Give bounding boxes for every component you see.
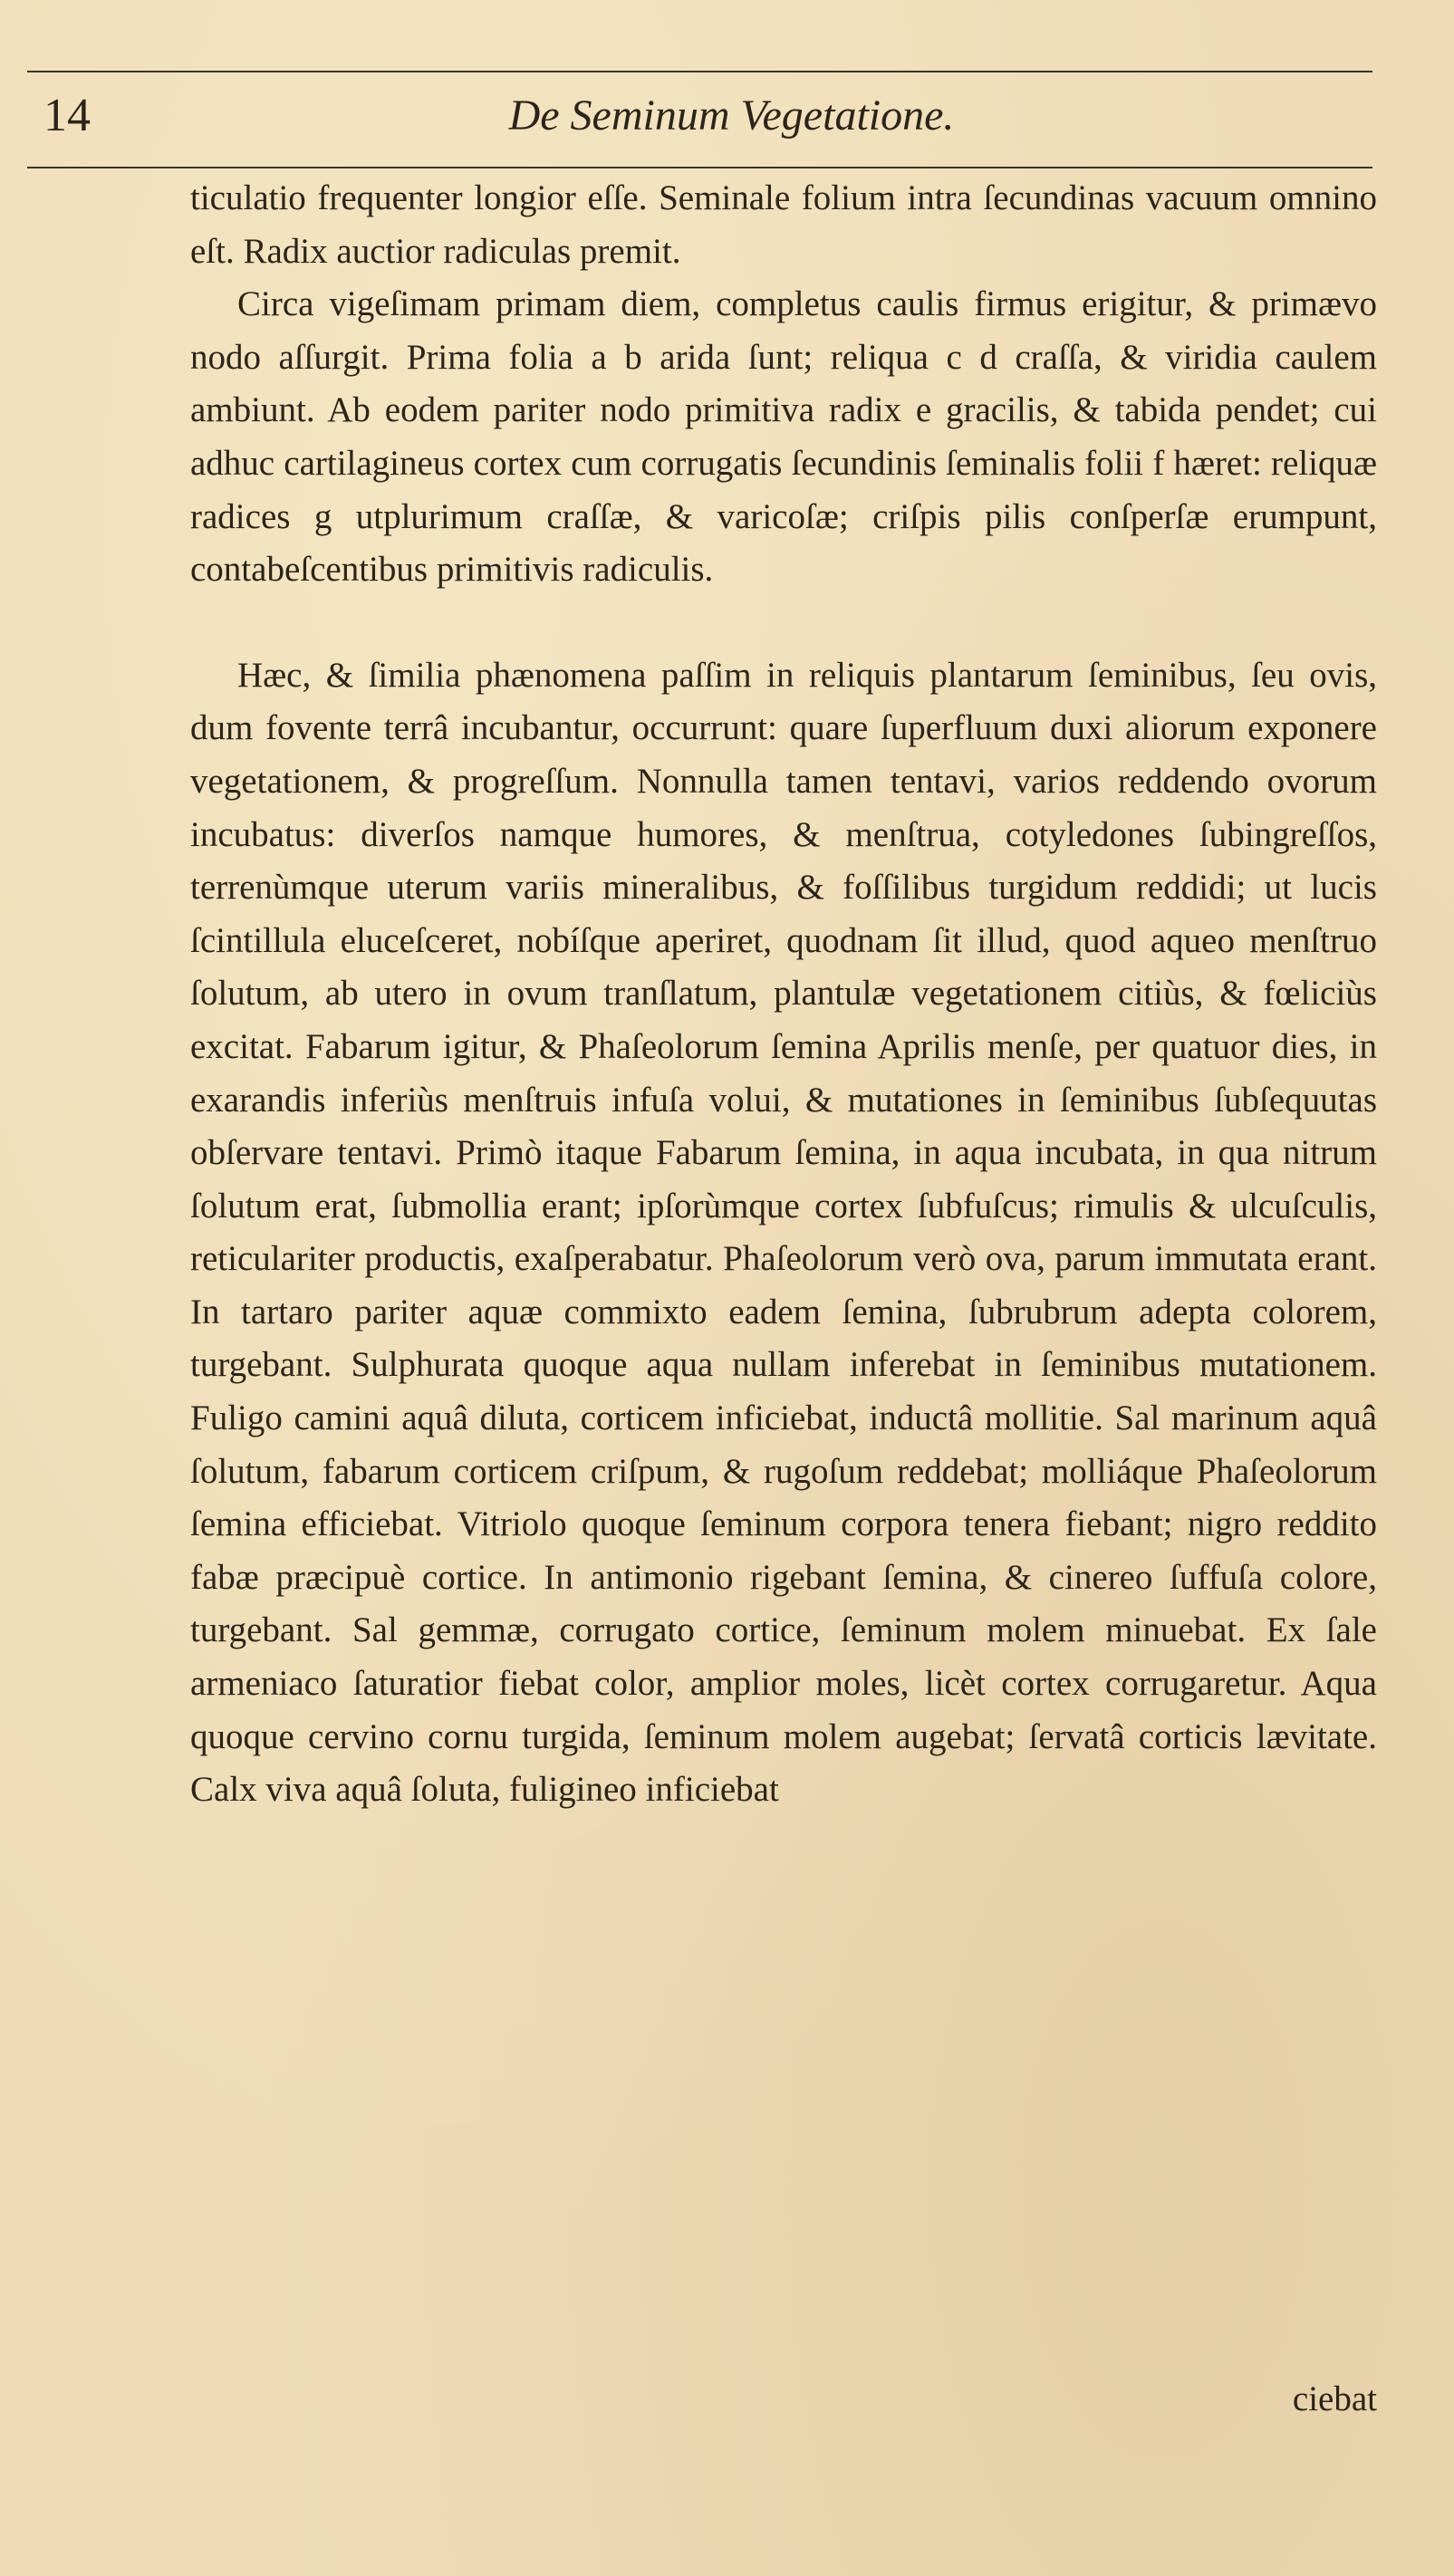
body-text [190, 172, 1377, 1817]
catchword: ciebat [1292, 2379, 1377, 2418]
header-top-rule [27, 71, 1372, 72]
page-header [27, 83, 1372, 156]
paragraph-continued: ticulatio frequenter longior eſſe. Seminale folium intra ſecundinas vacuum omnino eſt. Radix auctior radiculas premit. [190, 178, 1377, 271]
page-number: 14 [43, 90, 91, 141]
header-bottom-rule [27, 167, 1372, 168]
paragraph: Circa vigeſimam primam diem, completus caulis firmus erigitur, & primævo nodo aſſurgit. Prima folia a b arida ſunt; reliqua c d craſſa, & viridia caulem ambiunt. Ab eodem pariter nodo primitiva radix e gracilis, & tabida pendet; cui adhuc cartilagineus cortex cum corrugatis ſecundinis ſeminalis folii f hæret: reliquæ radices g utplurimum craſſæ, & varicoſæ; criſpis pilis conſperſæ erumpunt, contabeſcentibus primitivis radiculis. [190, 284, 1377, 590]
paragraph: Hæc, & ſimilia phænomena paſſim in reliquis plantarum ſeminibus, ſeu ovis, dum fovente terrâ incubantur, occurrunt: quare ſuperfluum duxi aliorum exponere vegetationem, & progreſſum. Nonnulla tamen tentavi, varios reddendo ovorum incubatus: diverſos namque humores, & menſtrua, cotyledones ſubingreſſos, terrenùmque uterum variis mineralibus, & foſſilibus turgidum reddidi; ut lucis ſcintillula eluceſceret, nobíſque aperiret, quodnam ſit illud, quod aqueo menſtruo ſolutum, ab utero in ovum tranſlatum, plantulæ vegetationem citiùs, & fœliciùs excitat. Fabarum igitur, & Phaſeolorum ſemina Aprilis menſe, per quatuor dies, in exarandis inferiùs menſtruis infuſa volui, & mutationes in ſeminibus ſubſequutas obſervare tentavi. Primò itaque Fabarum ſemina, in aqua incubata, in qua nitrum ſolutum erat, ſubmollia erant; ipſorùmque cortex ſubfuſcus; rimulis & ulcuſculis, reticulariter productis, exaſperabatur. Phaſeolorum verò ova, parum immutata erant. In tartaro pariter aquæ commixto eadem ſemina, ſubrubrum adepta colorem, turgebant. Sulphurata quoque aqua nullam inferebat in ſeminibus mutationem. Fuligo camini aquâ diluta, corticem inficiebat, inductâ mollitie. Sal marinum aquâ ſolutum, fabarum corticem criſpum, & rugoſum reddebat; molliáque Phaſeolorum ſemina efficiebat. Vitriolo quoque ſeminum corpora tenera fiebant; nigro reddito fabæ præcipuè cortice. In antimonio rigebant ſemina, & cinereo ſuffuſa colore, turgebant. Sal gemmæ, corrugato cortice, ſeminum molem minuebat. Ex ſale armeniaco ſaturatior fiebat color, amplior moles, licèt cortex corrugaretur. Aqua quoque cervino cornu turgida, ſeminum molem augebat; ſervatâ corticis lævitate. Calx viva aquâ ſoluta, fuligineo inficiebat [190, 655, 1377, 1810]
running-title: De Seminum Vegetatione. [508, 91, 955, 139]
